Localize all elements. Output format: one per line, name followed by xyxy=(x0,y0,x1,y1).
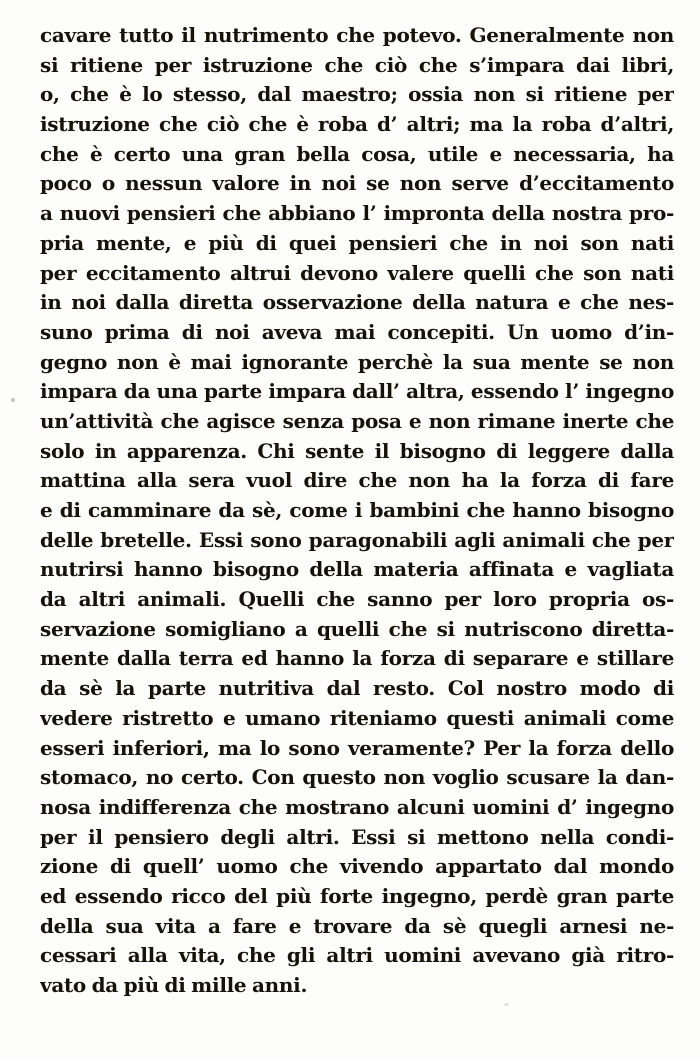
body-text xyxy=(40,21,674,1001)
text-line: poco o nessun valore in noi se non serve d’eccitamento xyxy=(40,171,674,196)
text-line: mattina alla sera vuol dire che non ha la forza di fare xyxy=(40,468,674,493)
text-line: zione di quell’ uomo che vivendo appartato dal mondo xyxy=(40,854,674,879)
text-line: suno prima di noi aveva mai concepiti. Un uomo d’in- xyxy=(40,319,674,344)
text-line: nutrirsi hanno bisogno della materia affinata e vagliata xyxy=(40,557,674,582)
text-line: a nuovi pensieri che abbiano l’ impronta della nostra pro- xyxy=(40,201,674,226)
text-line: cessari alla vita, che gli altri uomini avevano già ritro- xyxy=(40,943,674,968)
text-line: gegno non è mai ignorante perchè la sua mente se non xyxy=(40,349,674,374)
text-line: da altri animali. Quelli che sanno per loro propria os- xyxy=(40,587,674,612)
text-line: per eccitamento altrui devono valere quelli che son nati xyxy=(40,260,674,285)
text-line: servazione somigliano a quelli che si nutriscono diretta- xyxy=(40,616,674,641)
text-line: impara da una parte impara dall’ altra, essendo l’ ingegno xyxy=(40,379,674,404)
text-line: della sua vita a fare e trovare da sè quegli arnesi ne- xyxy=(40,913,674,938)
scan-speck xyxy=(11,398,15,402)
text-line: un’attività che agisce senza posa e non rimane inerte che xyxy=(40,408,674,433)
text-line: pria mente, e più di quei pensieri che in noi son nati xyxy=(40,230,674,255)
text-line: ed essendo ricco del più forte ingegno, perdè gran parte xyxy=(40,883,674,908)
text-line: per il pensiero degli altri. Essi si mettono nella condi- xyxy=(40,824,674,849)
text-line: vato da più di mille anni. xyxy=(40,973,308,997)
text-line: cavare tutto il nutrimento che potevo. Generalmente non xyxy=(40,23,674,47)
text-line: da sè la parte nutritiva dal resto. Col nostro modo di xyxy=(40,676,674,701)
text-line: stomaco, no certo. Con questo non voglio scusare la dan- xyxy=(40,765,674,790)
scan-speck xyxy=(504,1003,509,1006)
text-line: nosa indifferenza che mostrano alcuni uomini d’ ingegno xyxy=(40,794,674,819)
text-line: e di camminare da sè, come i bambini che hanno bisogno xyxy=(40,498,674,522)
text-line: mente dalla terra ed hanno la forza di separare e stillare xyxy=(40,646,674,671)
text-line: istruzione che ciò che è roba d’ altri; ma la roba d’altri, xyxy=(40,112,674,137)
text-line: vedere ristretto e umano riteniamo questi animali come xyxy=(40,705,674,730)
text-line: in noi dalla diretta osservazione della natura e che nes- xyxy=(40,290,674,315)
text-line: si ritiene per istruzione che ciò che s’impara dai libri, xyxy=(40,52,674,77)
text-line: o, che è lo stesso, dal maestro; ossia non si ritiene per xyxy=(40,82,674,107)
text-line: esseri inferiori, ma lo sono veramente? Per la forza dello xyxy=(40,735,674,760)
text-line: che è certo una gran bella cosa, utile e necessaria, ha xyxy=(40,141,674,166)
text-line: solo in apparenza. Chi sente il bisogno di leggere dalla xyxy=(40,438,674,463)
text-line: delle bretelle. Essi sono paragonabili agli animali che per xyxy=(40,527,674,552)
